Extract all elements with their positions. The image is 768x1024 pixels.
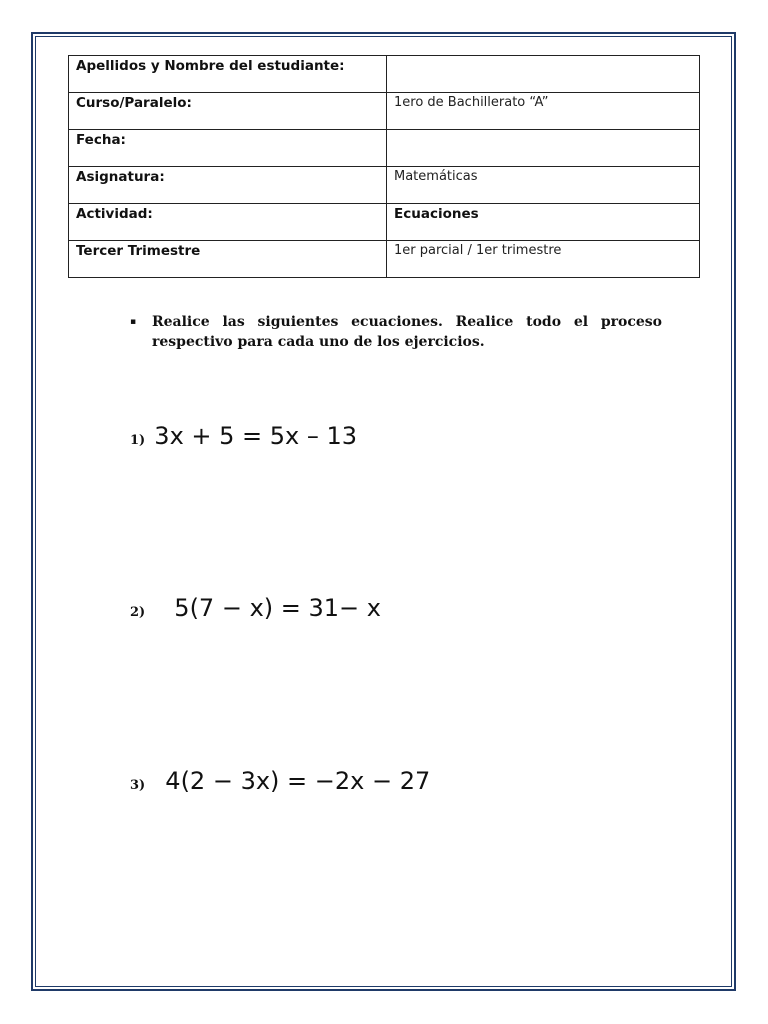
table-row [69,93,700,130]
subject-label: Asignatura: [69,167,387,204]
exercise-number: 2) [130,605,146,620]
exercise-equation: 5(7 − x) = 31− x [174,594,381,622]
course-label: Curso/Paralelo: [69,93,387,130]
table-row [69,241,700,278]
student-name-value [387,56,700,93]
exercise-number: 3) [130,778,146,793]
term-value: 1er parcial / 1er trimestre [387,241,700,278]
exercise-number: 1) [130,433,146,448]
bullet-icon: ▪ [130,317,137,327]
exercise-1 [130,422,357,450]
term-label: Tercer Trimestre [69,241,387,278]
exercise-2 [130,594,381,622]
subject-value: Matemáticas [387,167,700,204]
student-name-label: Apellidos y Nombre del estudiante: [69,56,387,93]
exercise-3 [130,767,430,795]
date-label: Fecha: [69,130,387,167]
instruction-item [130,312,662,352]
instruction-text: Realice las siguientes ecuaciones. Realice todo el proceso respectivo para cada uno de los ejercicios. [152,314,662,350]
exercise-equation: 3x + 5 = 5x – 13 [154,422,358,450]
course-value: 1ero de Bachillerato “A” [387,93,700,130]
exercise-equation: 4(2 − 3x) = −2x − 27 [165,767,431,795]
date-value [387,130,700,167]
table-row [69,167,700,204]
table-row [69,130,700,167]
table-row [69,56,700,93]
student-info-table [68,55,700,278]
activity-label: Actividad: [69,204,387,241]
activity-value: Ecuaciones [387,204,700,241]
table-row [69,204,700,241]
